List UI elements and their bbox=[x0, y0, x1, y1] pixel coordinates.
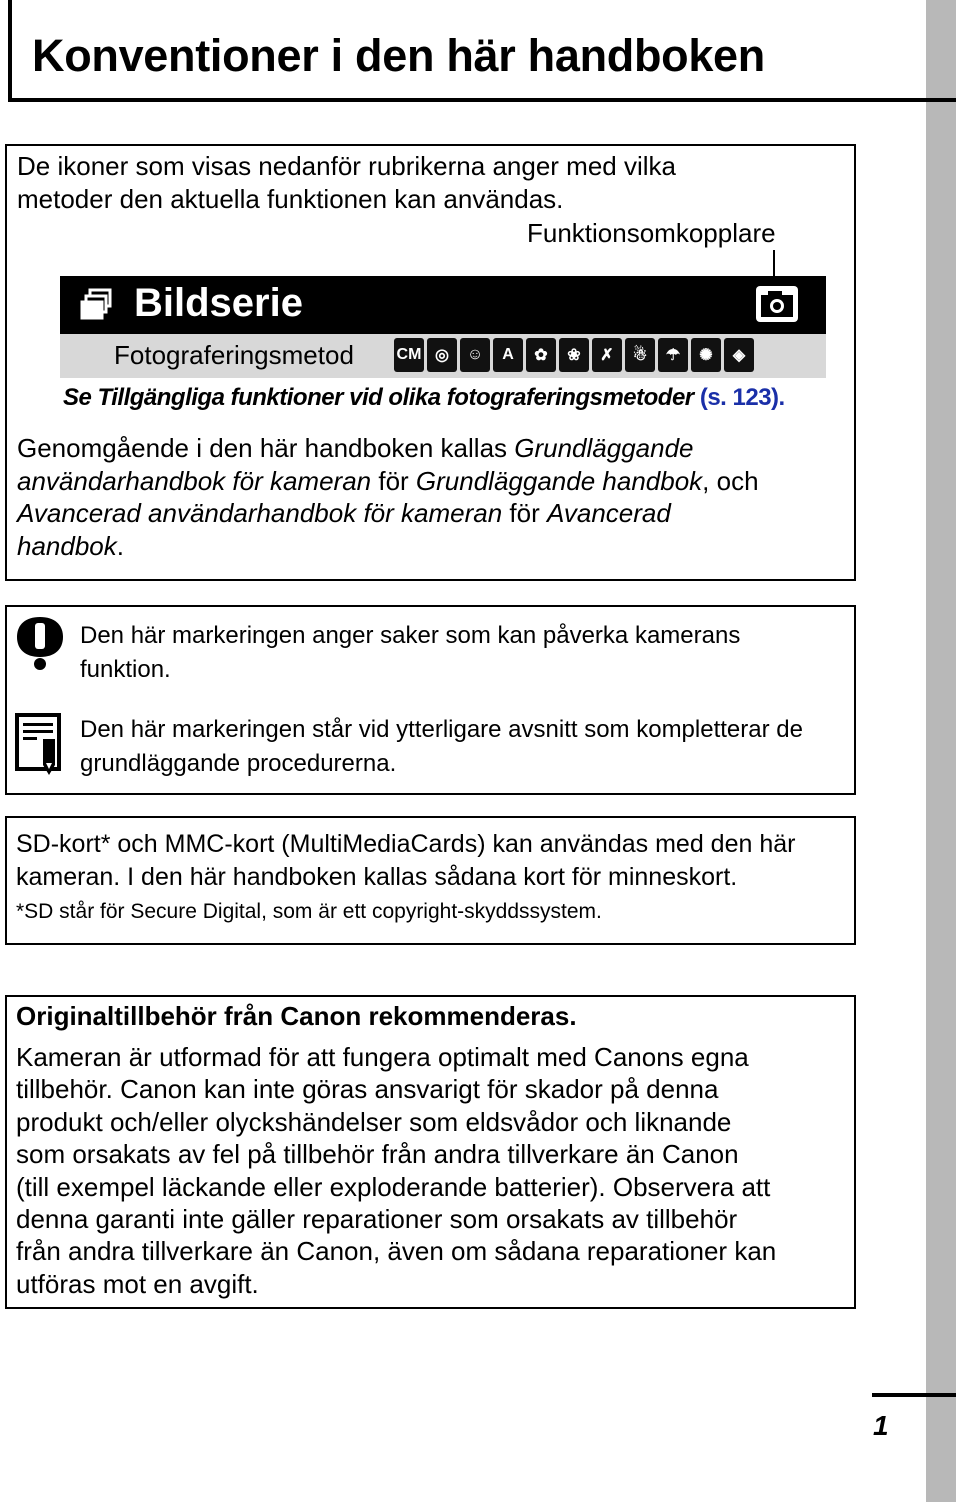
mode-beach-icon: ☂ bbox=[658, 338, 688, 372]
mode-foliage-icon: ✗ bbox=[592, 338, 622, 372]
memo-line: Den här markeringen står vid ytterligare avsnitt som kompletterar de bbox=[80, 716, 803, 743]
example-heading-title: Bildserie bbox=[134, 281, 303, 325]
continuous-shooting-icon bbox=[80, 288, 114, 322]
canon-accessories-heading: Originaltillbehör från Canon rekommenderas. bbox=[16, 1001, 577, 1031]
text-run: för bbox=[502, 498, 547, 528]
caution-text bbox=[80, 619, 740, 687]
body-line: produkt och/eller olyckshändelser som eldsvådor och liknande bbox=[16, 1106, 732, 1137]
mode-underwater-icon: ◈ bbox=[724, 338, 754, 372]
example-heading-banner bbox=[60, 276, 826, 334]
intro-text bbox=[17, 150, 676, 215]
text-run: . bbox=[116, 530, 124, 561]
body-line: denna garanti inte gäller reparationer som orsakats av tillbehör bbox=[16, 1204, 738, 1235]
text-run-italic: Avancerad bbox=[546, 498, 671, 528]
memory-card-line: kameran. I den här handboken kallas sådana kort för minneskort. bbox=[16, 862, 738, 891]
text-run: för bbox=[371, 465, 416, 496]
mode-manual-icon: CM bbox=[394, 338, 424, 372]
text-run-italic: Grundläggande handbok bbox=[415, 465, 703, 496]
text-run: Genomgående i den här handboken kallas bbox=[17, 433, 515, 463]
memo-line: grundläggande procedurerna. bbox=[80, 750, 397, 777]
text-run-italic: handbok bbox=[17, 530, 117, 561]
shooting-mode-icons bbox=[394, 338, 754, 372]
sd-footnote: *SD står för Secure Digital, som är ett copyright-skyddssystem. bbox=[16, 900, 602, 923]
memo-icon bbox=[15, 713, 65, 779]
intro-line: metoder den aktuella funktionen kan användas. bbox=[17, 183, 564, 214]
text-run-italic: Avancerad användarhandbok för kameran bbox=[17, 498, 503, 528]
page-title: Konventioner i den här handboken bbox=[32, 30, 765, 81]
canon-accessories-box bbox=[5, 995, 856, 1309]
body-line: som orsakats av fel på tillbehör från andra tillverkare än Canon bbox=[16, 1139, 739, 1170]
available-functions-ref bbox=[63, 384, 785, 412]
mode-fireworks-icon: ✺ bbox=[691, 338, 721, 372]
caution-line: funktion. bbox=[80, 656, 171, 683]
mode-flower-icon: ❀ bbox=[559, 338, 589, 372]
side-tab-bar bbox=[926, 0, 956, 1502]
shooting-mode-row bbox=[60, 334, 826, 378]
body-line: Kameran är utformad för att fungera optimalt med Canons egna bbox=[16, 1042, 749, 1072]
body-line: (till exempel läckande eller exploderande batterier). Observera att bbox=[16, 1171, 771, 1202]
markings-box bbox=[5, 605, 856, 795]
mode-snow-icon: ☃ bbox=[625, 338, 655, 372]
memory-card-line: SD-kort* och MMC-kort (MultiMediaCards) kan användas med den här bbox=[16, 830, 796, 858]
handbook-naming-paragraph bbox=[17, 432, 759, 562]
intro-line: De ikoner som visas nedanför rubrikerna anger med vilka bbox=[17, 151, 676, 181]
footer-rule bbox=[872, 1393, 956, 1397]
icon-explanation-box bbox=[5, 144, 856, 581]
page-number: 1 bbox=[873, 1410, 889, 1441]
shooting-mode-label: Fotograferingsmetod bbox=[114, 340, 354, 370]
mode-leaves-icon: ✿ bbox=[526, 338, 556, 372]
text-run: , och bbox=[702, 465, 759, 496]
function-switch-callout: Funktionsomkopplare bbox=[527, 218, 776, 248]
mode-kids-icon: ☺ bbox=[460, 338, 490, 372]
memory-card-box bbox=[5, 816, 856, 945]
camera-mode-icon bbox=[756, 286, 798, 322]
page-reference-link[interactable]: (s. 123). bbox=[699, 384, 785, 411]
text-run-italic: Grundläggande bbox=[514, 433, 694, 463]
mode-portrait-icon: ◎ bbox=[427, 338, 457, 372]
available-functions-text: Se Tillgängliga funktioner vid olika fotograferingsmetoder bbox=[63, 384, 694, 411]
caution-icon bbox=[15, 615, 65, 671]
caution-line: Den här markeringen anger saker som kan påverka kamerans bbox=[80, 622, 741, 649]
mode-indoor-icon: A bbox=[493, 338, 523, 372]
text-run-italic: användarhandbok för kameran bbox=[17, 465, 372, 496]
body-line: tillbehör. Canon kan inte göras ansvarigt för skador på denna bbox=[16, 1074, 719, 1105]
memory-card-text bbox=[16, 828, 795, 893]
canon-accessories-body bbox=[16, 1041, 776, 1300]
body-line: från andra tillverkare än Canon, även om sådana reparationer kan bbox=[16, 1236, 777, 1267]
memo-text bbox=[80, 713, 803, 781]
body-line: utföras mot en avgift. bbox=[16, 1268, 259, 1299]
